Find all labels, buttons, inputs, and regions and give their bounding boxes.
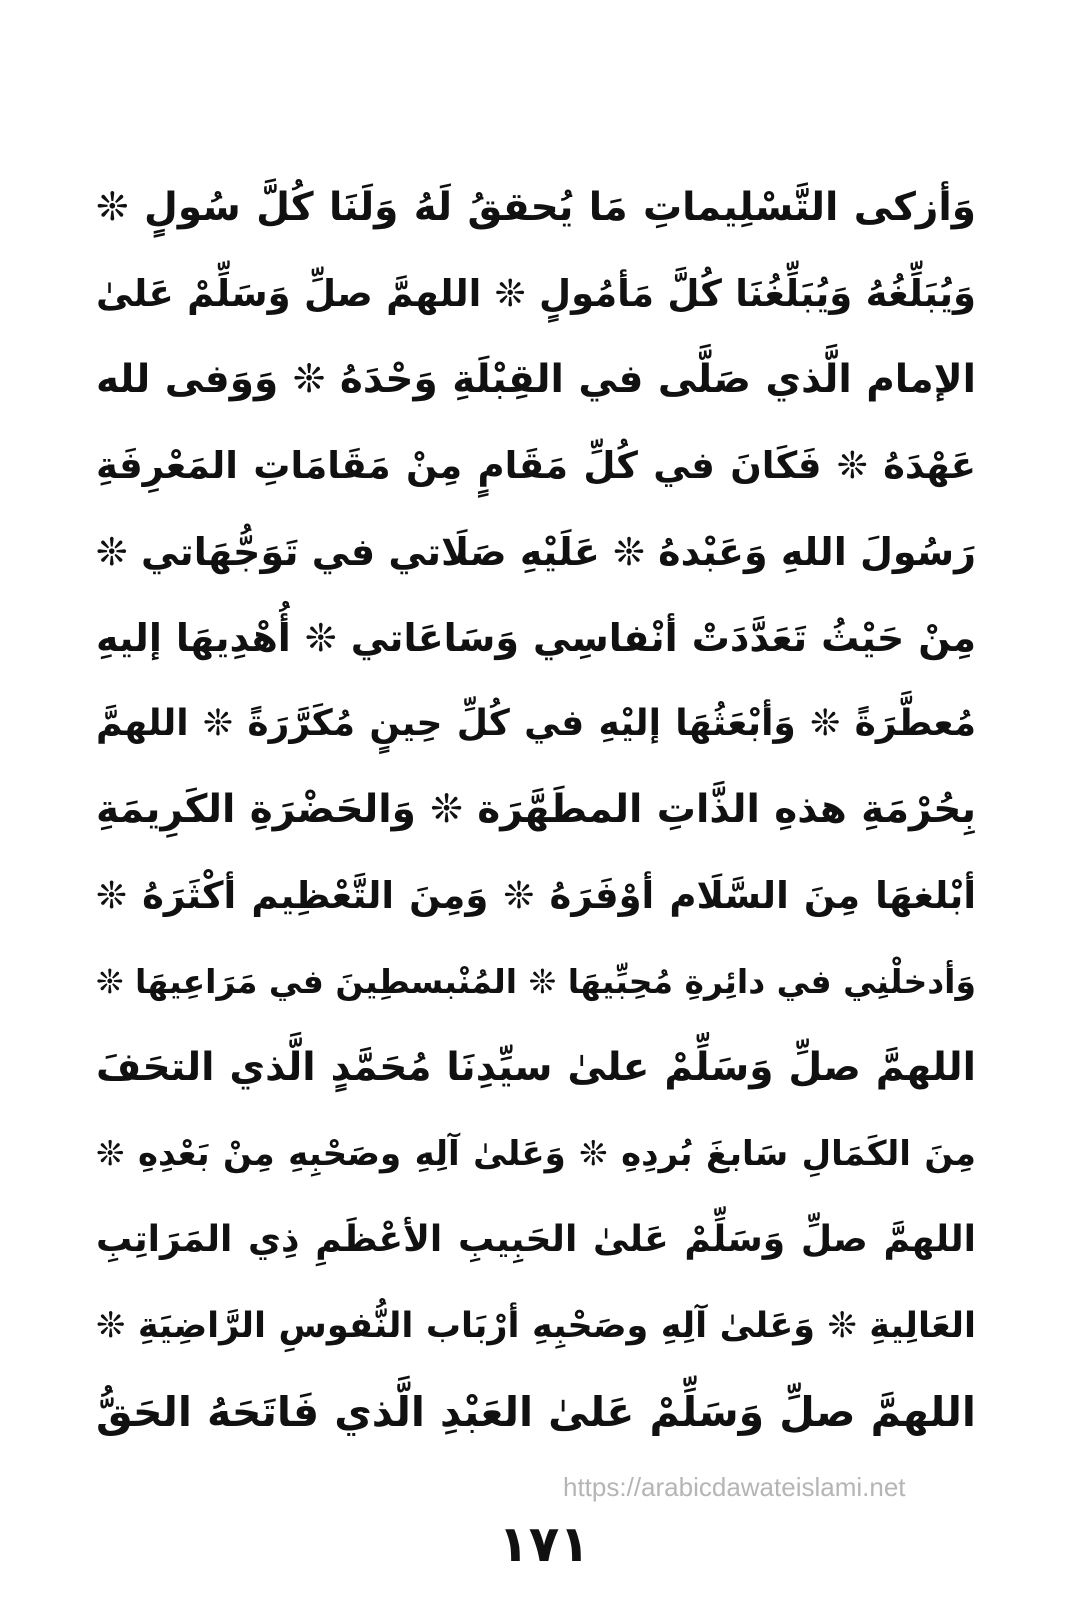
- text-line: بِحُرْمَةِ هذهِ الذَّاتِ المطَهَّرَة ❊ وَالحَضْرَةِ الكَرِيمَةِ: [96, 787, 976, 832]
- text-line: العَالِيةِ ❊ وَعَلىٰ آلِهِ وصَحْبِهِ أرْبَاب النُّفوسِ الرَّاضِيَةِ ❊: [96, 1306, 976, 1346]
- text-line: اللهمَّ صلِّ وَسَلِّمْ علىٰ سيِّدِنَا مُحَمَّدٍ الَّذي التحَفَ: [96, 1045, 976, 1090]
- text-line: وَأدخلْنِي في دائِرةِ مُحِبِّيهَا ❊ المُنْبسطِينَ في مَرَاعِيهَا ❊: [96, 962, 976, 1001]
- text-line: مِنْ حَيْثُ تَعَدَّدَتْ أنْفاسِي وَسَاعَاتي ❊ أُهْدِيهَا إليهِ: [96, 616, 976, 660]
- text-line: اللهمَّ صلِّ وَسَلِّمْ عَلىٰ العَبْدِ الَّذي فَاتَحَهُ الحَقُّ: [96, 1388, 976, 1436]
- watermark-url: https://arabicdawateislami.net: [563, 1472, 906, 1502]
- text-line: مِنَ الكَمَالِ سَابغَ بُردِهِ ❊ وَعَلىٰ آلِهِ وصَحْبِهِ مِنْ بَعْدِهِ ❊: [96, 1134, 976, 1174]
- text-line: أبْلغهَا مِنَ السَّلَام أوْفَرَهُ ❊ وَمِنَ التَّعْظِيم أكْثَرَهُ ❊: [96, 874, 976, 917]
- text-line: مُعطَّرَةً ❊ وَأبْعَثُهَا إليْهِ في كُلِّ حِينٍ مُكَرَّرَةً ❊ اللهمَّ: [96, 703, 976, 744]
- arabic-text-block: [96, 165, 976, 1455]
- page-number: ١٧١: [498, 1515, 590, 1573]
- text-line: وَيُبَلِّغُهُ وَيُبَلِّغُنَا كُلَّ مَأمُولٍ ❊ اللهمَّ صلِّ وَسَلِّمْ عَلىٰ: [96, 272, 976, 315]
- text-line: عَهْدَهُ ❊ فَكَانَ في كُلِّ مَقَامٍ مِنْ مَقَامَاتِ المَعْرِفَةِ: [96, 444, 976, 487]
- text-line: اللهمَّ صلِّ وَسَلِّمْ عَلىٰ الحَبِيبِ الأعْظَمِ ذِي المَرَاتِبِ: [96, 1219, 976, 1260]
- text-line: الإمام الَّذي صَلَّى في القِبْلَةِ وَحْدَهُ ❊ وَوَفى لله: [96, 357, 976, 402]
- text-line: وَأزكى التَّسْلِيماتِ مَا يُحققُ لَهُ وَلَنَا كُلَّ سُولٍ ❊: [96, 185, 976, 230]
- text-line: رَسُولَ اللهِ وَعَبْدهُ ❊ عَلَيْهِ صَلَاتي في تَوَجُّهَاتي ❊: [96, 530, 976, 574]
